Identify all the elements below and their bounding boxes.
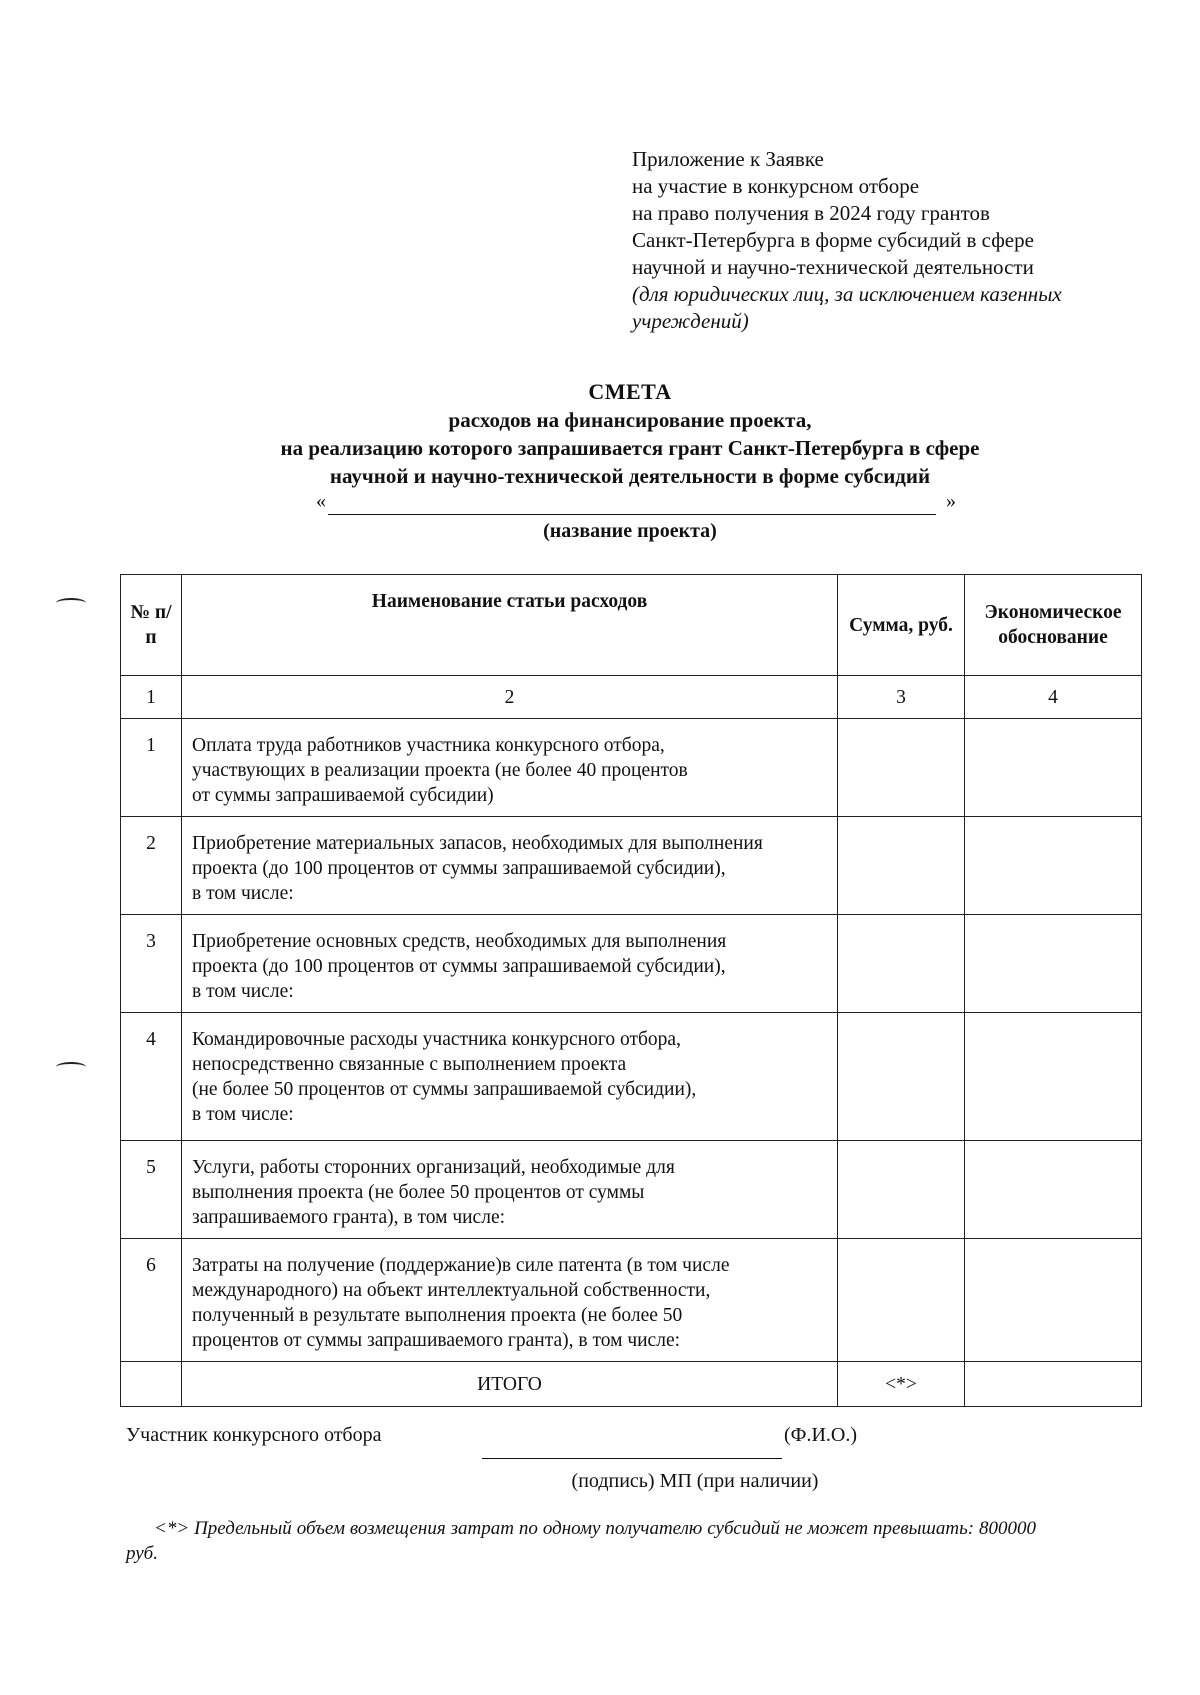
total-justification-cell[interactable] [965,1362,1142,1407]
row-description [182,915,838,1013]
total-label: ИТОГО [182,1362,838,1407]
column-number: 4 [965,676,1142,719]
binding-mark [56,1062,86,1072]
title-line: расходов на финансирование проекта, [448,408,812,432]
document-title [120,378,1140,490]
row-justification-cell[interactable] [965,1013,1142,1141]
column-number: 3 [838,676,965,719]
row-description-line: полученный в результате выполнения проекта (не более 50 [192,1305,683,1326]
table-row [121,817,1142,915]
row-description-line: проекта (до 100 процентов от суммы запрашиваемой субсидии), [192,858,726,879]
total-sum: <*> [838,1362,965,1407]
row-description-line: проекта (до 100 процентов от суммы запрашиваемой субсидии), [192,956,726,977]
row-description-line: процентов от суммы запрашиваемого гранта), в том числе: [192,1330,681,1351]
header-item-name: Наименование статьи расходов [182,575,838,676]
quote-open: « [316,490,326,512]
column-number: 1 [121,676,182,719]
project-name-caption: (название проекта) [543,520,717,542]
participant-label: Участник конкурсного отбора [126,1424,382,1446]
row-justification-cell[interactable] [965,817,1142,915]
row-description-line: в том числе: [192,883,294,904]
row-description-line: Оплата труда работников участника конкурсного отбора, [192,735,665,756]
row-description [182,817,838,915]
row-sum-cell[interactable] [838,817,965,915]
title-line: научной и научно-технической деятельности в форме субсидий [329,464,931,488]
row-justification-cell[interactable] [965,719,1142,817]
table-row [121,1013,1142,1141]
column-number: 2 [182,676,838,719]
row-description-line: Приобретение материальных запасов, необходимых для выполнения [192,833,763,854]
table-row [121,915,1142,1013]
header-number: № п/п [121,575,182,676]
table-row [121,1239,1142,1362]
row-description-line: от суммы запрашиваемой субсидии) [192,785,494,806]
row-number: 3 [121,915,182,1013]
annex-note [632,146,1152,335]
table-header-row [121,575,1142,676]
row-description-line: непосредственно связанные с выполнением проекта [192,1054,627,1075]
row-description-line: участвующих в реализации проекта (не более 40 процентов [192,760,688,781]
row-description [182,1013,838,1141]
quote-close: » [946,490,956,512]
column-number-row [121,676,1142,719]
annex-italic-line: учреждений) [632,309,749,333]
footnote: <*> Предельный объем возмещения затрат по одному получателю субсидий не может превышать: 800000 руб. [126,1518,1036,1564]
row-sum-cell[interactable] [838,1013,965,1141]
row-description-line: в том числе: [192,1104,294,1125]
title-line: на реализацию которого запрашивается грант Санкт-Петербурга в сфере [280,436,980,460]
project-name-field [316,490,956,522]
annex-line: на право получения в 2024 году грантов [632,201,990,225]
annex-line: на участие в конкурсном отборе [632,174,920,198]
annex-line: научной и научно-технической деятельности [632,255,1034,279]
fio-label: (Ф.И.О.) [784,1424,858,1446]
row-number: 1 [121,719,182,817]
row-justification-cell[interactable] [965,1239,1142,1362]
row-justification-cell[interactable] [965,915,1142,1013]
row-description-line: Приобретение основных средств, необходимых для выполнения [192,931,727,952]
row-description-line: запрашиваемого гранта), в том числе: [192,1207,506,1228]
total-number-cell [121,1362,182,1407]
annex-italic-line: (для юридических лиц, за исключением казенных [632,282,1062,306]
row-description [182,1141,838,1239]
row-description-line: Затраты на получение (поддержание)в силе патента (в том числе [192,1255,730,1276]
row-number: 6 [121,1239,182,1362]
binding-mark [56,598,86,608]
header-sum: Сумма, руб. [838,575,965,676]
annex-line: Санкт-Петербурга в форме субсидий в сфере [632,228,1034,252]
row-description-line: выполнения проекта (не более 50 процентов от суммы [192,1182,645,1203]
total-row [121,1362,1142,1407]
row-description-line: Услуги, работы сторонних организаций, необходимые для [192,1157,675,1178]
table-row [121,1141,1142,1239]
row-sum-cell[interactable] [838,915,965,1013]
row-sum-cell[interactable] [838,1141,965,1239]
row-justification-cell[interactable] [965,1141,1142,1239]
row-description-line: в том числе: [192,981,294,1002]
row-description-line: Командировочные расходы участника конкурсного отбора, [192,1029,681,1050]
signature-caption: (подпись) МП (при наличии) [571,1470,819,1492]
estimate-table [120,574,1142,1407]
row-description-line: международного) на объект интеллектуальной собственности, [192,1280,711,1301]
row-description-line: (не более 50 процентов от суммы запрашиваемой субсидии), [192,1079,697,1100]
title-main: СМЕТА [588,379,672,404]
row-number: 4 [121,1013,182,1141]
header-justification: Экономическое обоснование [965,575,1142,676]
annex-line: Приложение к Заявке [632,147,824,171]
table-row [121,719,1142,817]
row-number: 5 [121,1141,182,1239]
row-number: 2 [121,817,182,915]
signature-line [482,1458,782,1459]
row-description [182,1239,838,1362]
row-sum-cell[interactable] [838,719,965,817]
row-sum-cell[interactable] [838,1239,965,1362]
project-name-underline [328,514,936,515]
row-description [182,719,838,817]
